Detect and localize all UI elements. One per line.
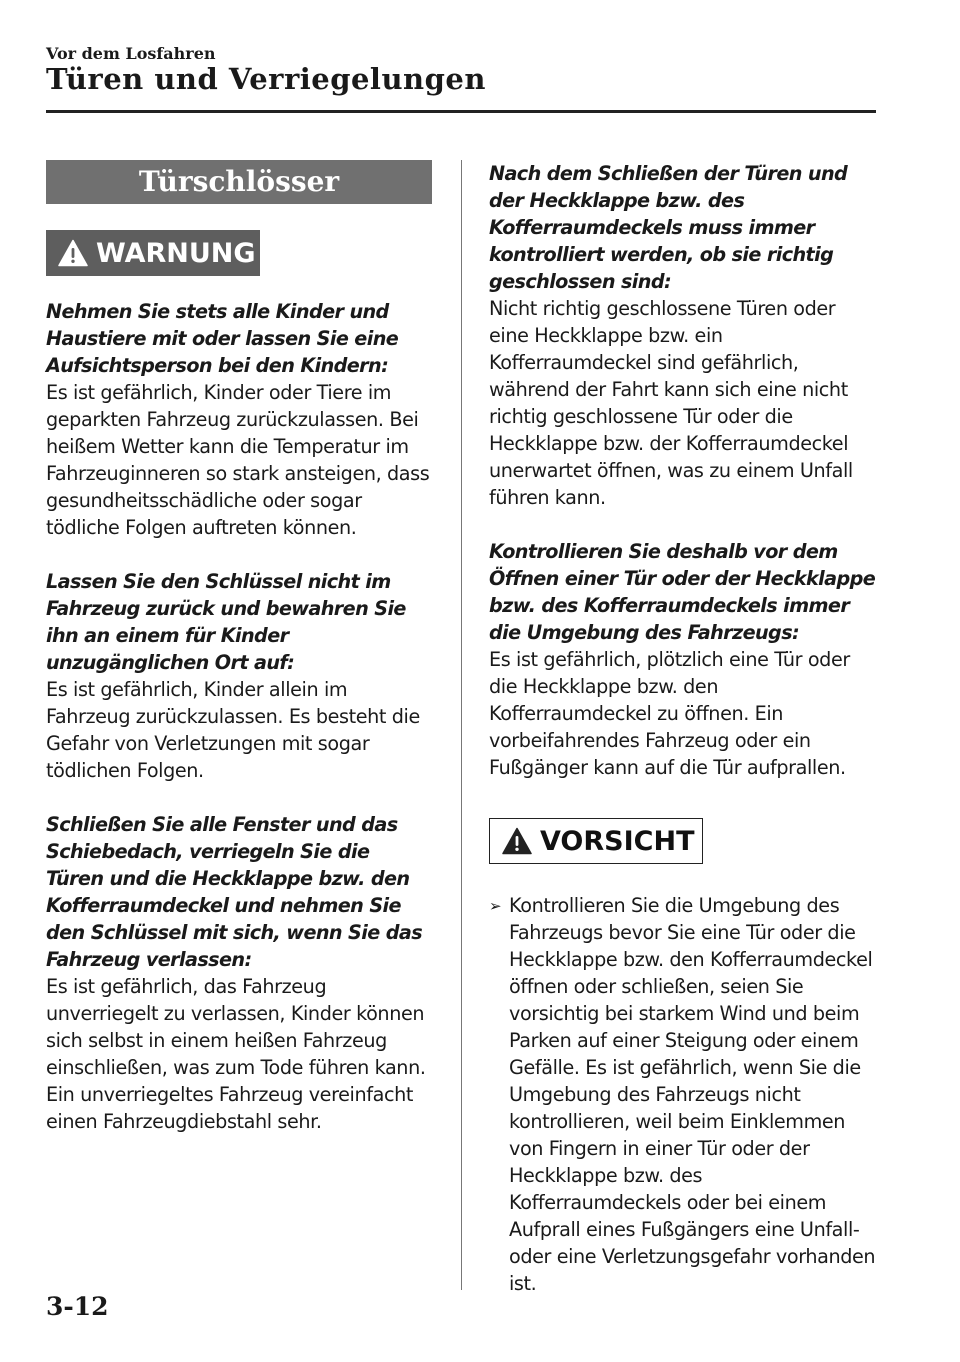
- warning-item-heading: Nach dem Schließen der Türen und der Heckklappe bzw. des Kofferraumdeckels muss immer kontrolliert werden, ob sie richtig geschlossen sind:: [489, 162, 848, 293]
- warning-item: [46, 811, 432, 1135]
- left-column: [46, 160, 432, 1135]
- warning-badge: [46, 230, 260, 276]
- section-heading: Türschlösser: [46, 160, 432, 204]
- warning-item: [46, 298, 432, 541]
- caution-item: [489, 892, 879, 1297]
- warning-label: WARNUNG: [96, 237, 256, 269]
- warning-item: [489, 538, 879, 781]
- warning-triangle-icon: [502, 827, 532, 855]
- warning-item-heading: Kontrollieren Sie deshalb vor dem Öffnen einer Tür oder der Heckklappe bzw. des Kofferraumdeckels immer die Umgebung des Fahrzeugs:: [489, 540, 876, 644]
- warning-item-text: Nicht richtig geschlossene Türen oder eine Heckklappe bzw. ein Kofferraumdeckel sind gefährlich, während der Fahrt kann sich eine nicht richtig geschlossene Tür oder die Heckklappe bzw. der Kofferraumdeckel unerwartet öffnen, was zu einem Unfall führen kann.: [489, 297, 853, 509]
- arrow-bullet-icon: ➢: [489, 897, 502, 915]
- caution-item-text: Kontrollieren Sie die Umgebung des Fahrzeugs bevor Sie eine Tür oder die Heckklappe bzw. den Kofferraumdeckel öffnen oder schließen, seien Sie vorsichtig bei starkem Wind und beim Parken auf einer Steigung oder einem Gefälle. Es ist gefährlich, wenn Sie die Umgebung des Fahrzeugs nicht kontrollieren, weil beim Einklemmen von Fingern in einer Tür oder der Heckklappe bzw. des Kofferraumdeckels oder bei einem Aufprall eines Fußgängers eine Unfall- oder eine Verletzungsgefahr vorhanden ist.: [509, 894, 876, 1295]
- warning-item-heading: Schließen Sie alle Fenster und das Schiebedach, verriegeln Sie die Türen und die Heckklappe bzw. den Kofferraumdeckel und nehmen Sie den Schlüssel mit sich, wenn Sie das Fahrzeug verlassen:: [46, 813, 423, 971]
- warning-item-text: Es ist gefährlich, Kinder oder Tiere im geparkten Fahrzeug zurückzulassen. Bei heißem Wetter kann die Temperatur im Fahrzeuginneren so stark ansteigen, dass gesundheitsschädliche oder sogar tödliche Folgen auftreten können.: [46, 381, 430, 539]
- page-title: Türen und Verriegelungen: [46, 62, 486, 96]
- caution-label: VORSICHT: [540, 825, 695, 857]
- warning-item-heading: Lassen Sie den Schlüssel nicht im Fahrzeug zurück und bewahren Sie ihn an einem für Kinder unzugänglichen Ort auf:: [46, 570, 406, 674]
- warning-item: [489, 160, 879, 511]
- right-column: [489, 160, 879, 1297]
- warning-triangle-icon: [58, 239, 88, 267]
- warning-item-text: Es ist gefährlich, plötzlich eine Tür oder die Heckklappe bzw. den Kofferraumdeckel zu öffnen. Ein vorbeifahrendes Fahrzeug oder ein Fußgänger kann auf die Tür aufprallen.: [489, 648, 850, 779]
- warning-item-text: Es ist gefährlich, Kinder allein im Fahrzeug zurückzulassen. Es besteht die Gefahr von Verletzungen mit sogar tödlichen Folgen.: [46, 678, 420, 782]
- warning-item-heading: Nehmen Sie stets alle Kinder und Haustiere mit oder lassen Sie eine Aufsichtsperson bei den Kindern:: [46, 300, 399, 377]
- title-rule: [46, 110, 876, 113]
- warning-item: [46, 568, 432, 784]
- page-number: 3-12: [46, 1292, 109, 1321]
- warning-item-text: Es ist gefährlich, das Fahrzeug unverriegelt zu verlassen, Kinder können sich selbst in einem heißen Fahrzeug einschließen, was zum Tode führen kann. Ein unverriegeltes Fahrzeug vereinfacht einen Fahrzeugdiebstahl sehr.: [46, 975, 426, 1133]
- chapter-label: Vor dem Losfahren: [46, 44, 216, 63]
- caution-badge: [489, 818, 703, 864]
- column-divider: [461, 160, 462, 1290]
